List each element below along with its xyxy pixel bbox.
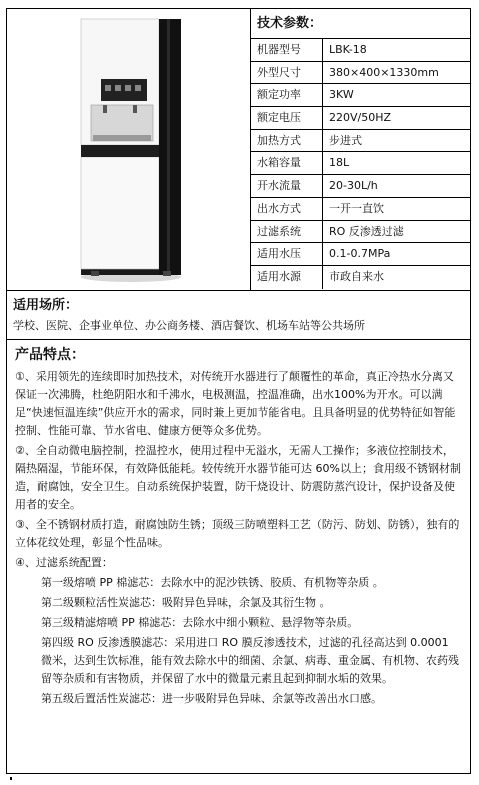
spec-row: [251, 152, 470, 175]
spec-key: 额定电压: [251, 107, 323, 129]
spec-key: 额定功率: [251, 84, 323, 106]
spec-value: 18L: [329, 156, 350, 170]
features-heading: 产品特点：: [15, 347, 85, 363]
filter-stage-5: 第五级后置活性炭滤芯：进一步吸附异色异味、余氯等改善出水口感。: [41, 692, 382, 705]
spec-row: [251, 39, 470, 62]
spec-row: [251, 175, 470, 198]
spec-value: 一开一直饮: [329, 201, 384, 215]
filter-stage-4: 第四级 RO 反渗透膜滤芯：采用进口 RO 膜反渗透技术，过滤的孔径高达到 0.0001 微米，达到生饮标准，能有效去除水中的细菌、余氯、病毒、重金属、有机物、农药残留等杂质和有害物质，并保留了水中的微量元素且起到抑制水垢的效果。: [41, 636, 459, 685]
spec-key: 加热方式: [251, 130, 323, 152]
spec-value: 步进式: [329, 133, 362, 147]
spec-row: [251, 130, 470, 153]
product-sheet: [6, 8, 471, 774]
spec-row: [251, 266, 470, 289]
spec-key: 机器型号: [251, 39, 323, 61]
spec-row: [251, 198, 470, 221]
spec-key: 适用水压: [251, 243, 323, 265]
spec-value: RO 反渗透过滤: [329, 224, 404, 238]
venue-text: 学校、医院、企事业单位、办公商务楼、酒店餐饮、机场车站等公共场所: [13, 319, 365, 332]
top-section: [7, 9, 470, 291]
product-image-cell: [7, 9, 251, 290]
feature-paragraph-1: ①、采用领先的连续即时加热技术，对传统开水器进行了颠覆性的革命，真正冷热水分离又保证一次沸腾，杜绝阴阳水和千沸水，电极测温，控温准确，出水100%为开水。可以满足“快速恒温连续”供应开水的需求，同时兼上更加节能省电。且具备明显的优势特征如智能控制、性能可靠、节水省电、健康方便等众多优势。: [15, 370, 456, 437]
spec-value: 220V/50HZ: [329, 111, 392, 125]
spec-key: 过滤系统: [251, 221, 323, 243]
spec-key: 外型尺寸: [251, 62, 323, 84]
spec-row: [251, 62, 470, 85]
spec-value: 市政自来水: [329, 269, 384, 283]
filter-stage-2: 第二级颗粒活性炭滤芯：吸附异色异味，余氯及其衍生物 。: [41, 596, 331, 609]
spec-value: 380×400×1330mm: [329, 65, 439, 79]
stray-mark: [10, 777, 12, 780]
spec-key: 开水流量: [251, 175, 323, 197]
spec-value: 3KW: [329, 88, 354, 102]
spec-row: [251, 221, 470, 244]
spec-key: 适用水源: [251, 266, 323, 289]
feature-paragraph-3: ③、全不锈钢材质打造，耐腐蚀防生锈；顶级三防喷塑料工艺（防污、防划、防锈），独有的立体花纹处理，彰显个性品味。: [15, 518, 460, 549]
spec-value: LBK-18: [329, 43, 367, 56]
spec-key: 出水方式: [251, 198, 323, 220]
spec-row: [251, 107, 470, 130]
spec-value: 20-30L/h: [329, 179, 378, 193]
water-dispenser-image: [7, 9, 251, 290]
spec-table: [251, 9, 470, 289]
venue-heading: 适用场所：: [13, 298, 79, 313]
spec-row: [251, 84, 470, 107]
features-section: [7, 340, 470, 710]
feature-paragraph-2: ②、全自动微电脑控制，控温控水，使用过程中无溢水，无需人工操作；多液位控制技术，隔热隔湿，节能环保，有效降低能耗。较传统开水器节能可达 60%以上；食用级不锈钢材制造，耐腐蚀，安全卫生。自动系统保护装置，防干烧设计、防震防蒸汽设计，保护设备及使用者的安全。: [15, 444, 461, 511]
filter-stage-1: 第一级熔喷 PP 棉滤芯：去除水中的泥沙铁锈、胶质、有机物等杂质 。: [41, 576, 384, 589]
feature-paragraph-4: ④、过滤系统配置：: [15, 556, 113, 569]
spec-key: 水箱容量: [251, 152, 323, 174]
spec-title: 技术参数：: [251, 9, 470, 39]
spec-value: 0.1-0.7MPa: [329, 247, 391, 261]
filter-stage-3: 第三级精滤熔喷 PP 棉滤芯：去除水中细小颗粒、悬浮物等杂质。: [41, 616, 359, 629]
spec-row: [251, 243, 470, 266]
venue-section: [7, 291, 470, 340]
